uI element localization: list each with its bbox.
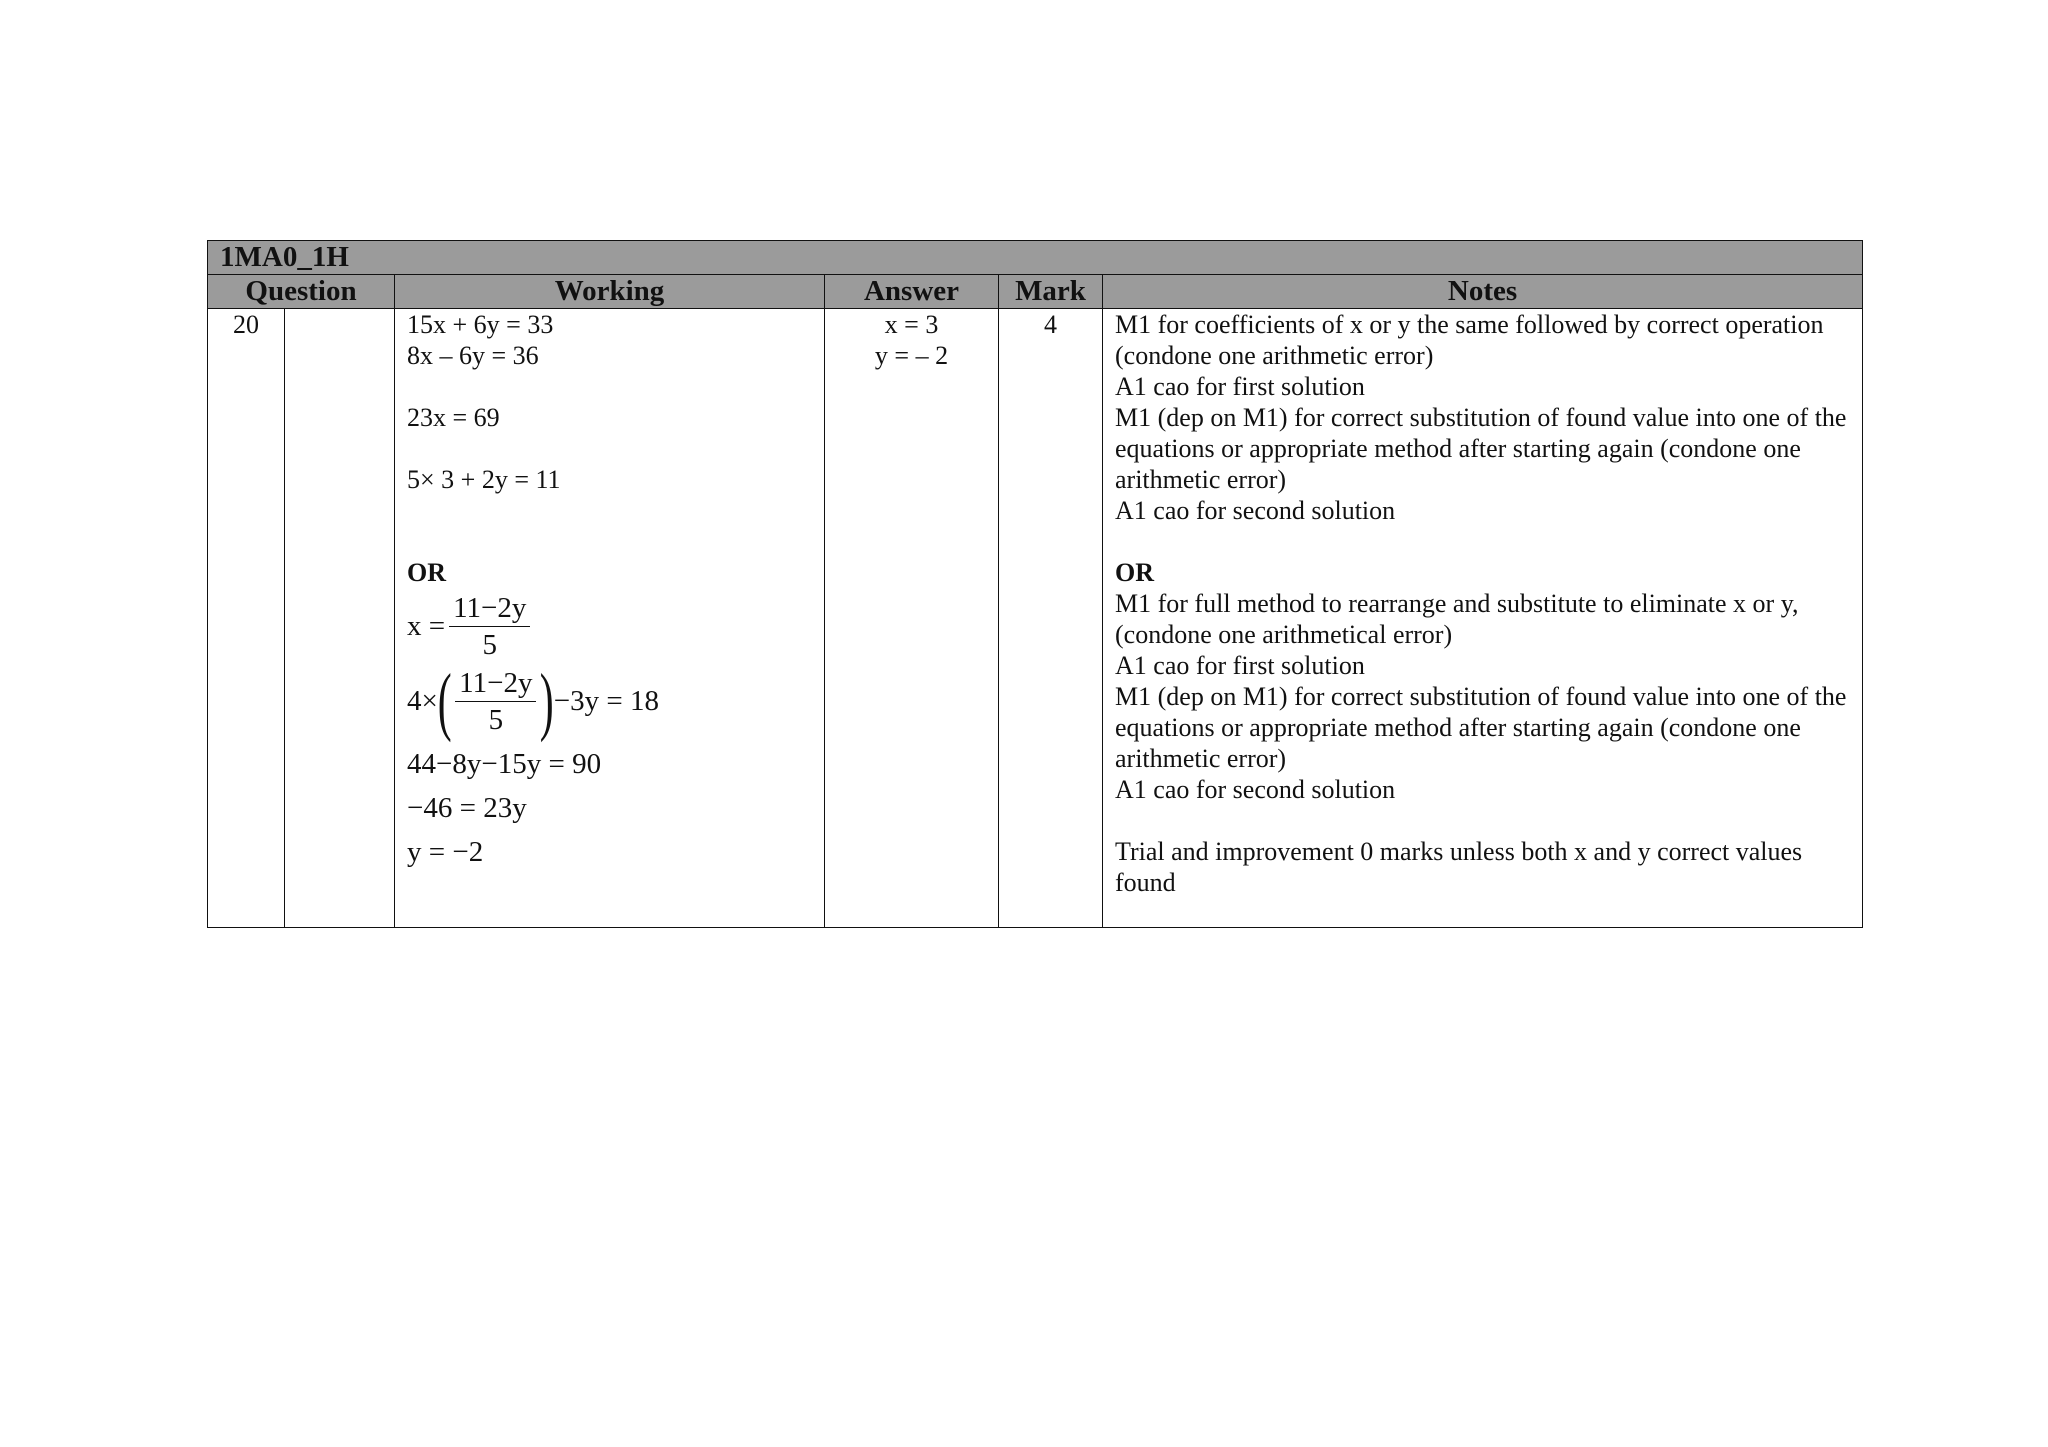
header-question: Question (208, 275, 395, 309)
note-a1-second-alt: A1 cao for second solution (1115, 775, 1396, 804)
right-paren: ) (540, 659, 555, 743)
mark-scheme-table (207, 240, 1863, 928)
header-mark: Mark (999, 275, 1103, 309)
question-part (285, 309, 395, 928)
sub-fraction-denominator: 5 (488, 703, 504, 736)
working-line3: 44−8y−15y = 90 (407, 748, 602, 780)
working-eq3: 23x = 69 (407, 403, 500, 432)
working-eq4: 5× 3 + 2y = 11 (407, 465, 561, 494)
mark-cell: 4 (999, 309, 1103, 928)
sub-fraction-numerator: 11−2y (455, 665, 536, 702)
x-lhs: x = (407, 610, 446, 642)
sub-fraction (455, 665, 536, 738)
note-a1-first-alt: A1 cao for first solution (1115, 651, 1365, 680)
x-fraction-numerator: 11−2y (449, 590, 530, 627)
working-or: OR (407, 558, 446, 587)
paper-code-row (208, 241, 1863, 275)
header-working: Working (395, 275, 825, 309)
note-m1-dep-alt: M1 (dep on M1) for correct substitution of found value into one of the equations or appropriate method after starting again (condone one arithmetic error) (1115, 682, 1847, 773)
note-m1-dep: M1 (dep on M1) for correct substitution of found value into one of the equations or appropriate method after starting again (condone one arithmetic error) (1115, 403, 1847, 494)
note-m1-full-method: M1 for full method to rearrange and substitute to eliminate x or y, (condone one arithmetical error) (1115, 589, 1799, 649)
working-substitution (407, 659, 824, 743)
left-paren: ( (437, 659, 452, 743)
working-eq1: 15x + 6y = 33 (407, 310, 554, 339)
working-line5: y = −2 (407, 836, 484, 868)
working-x-rearranged (407, 590, 824, 663)
answer-x: x = 3 (884, 310, 939, 339)
answer-cell (825, 309, 999, 928)
working-eq2: 8x – 6y = 36 (407, 341, 539, 370)
x-fraction (449, 590, 530, 663)
header-answer: Answer (825, 275, 999, 309)
note-a1-second: A1 cao for second solution (1115, 496, 1396, 525)
note-a1-first: A1 cao for first solution (1115, 372, 1365, 401)
notes-cell (1103, 309, 1863, 928)
paper-code: 1MA0_1H (208, 241, 1863, 275)
notes-or: OR (1115, 558, 1154, 587)
sub-prefix: 4× (407, 684, 438, 717)
sub-suffix: −3y = 18 (553, 684, 659, 717)
x-fraction-denominator: 5 (482, 629, 497, 661)
working-cell (395, 309, 825, 928)
header-notes: Notes (1103, 275, 1863, 309)
question-row (208, 309, 1863, 928)
question-number: 20 (208, 309, 285, 928)
working-line4: −46 = 23y (407, 792, 527, 824)
answer-y: y = – 2 (874, 341, 949, 370)
note-trial-improvement: Trial and improvement 0 marks unless both x and y correct values found (1115, 837, 1803, 897)
header-row (208, 275, 1863, 309)
note-m1-first: M1 for coefficients of x or y the same followed by correct operation (condone one arithmetic error) (1115, 310, 1824, 370)
